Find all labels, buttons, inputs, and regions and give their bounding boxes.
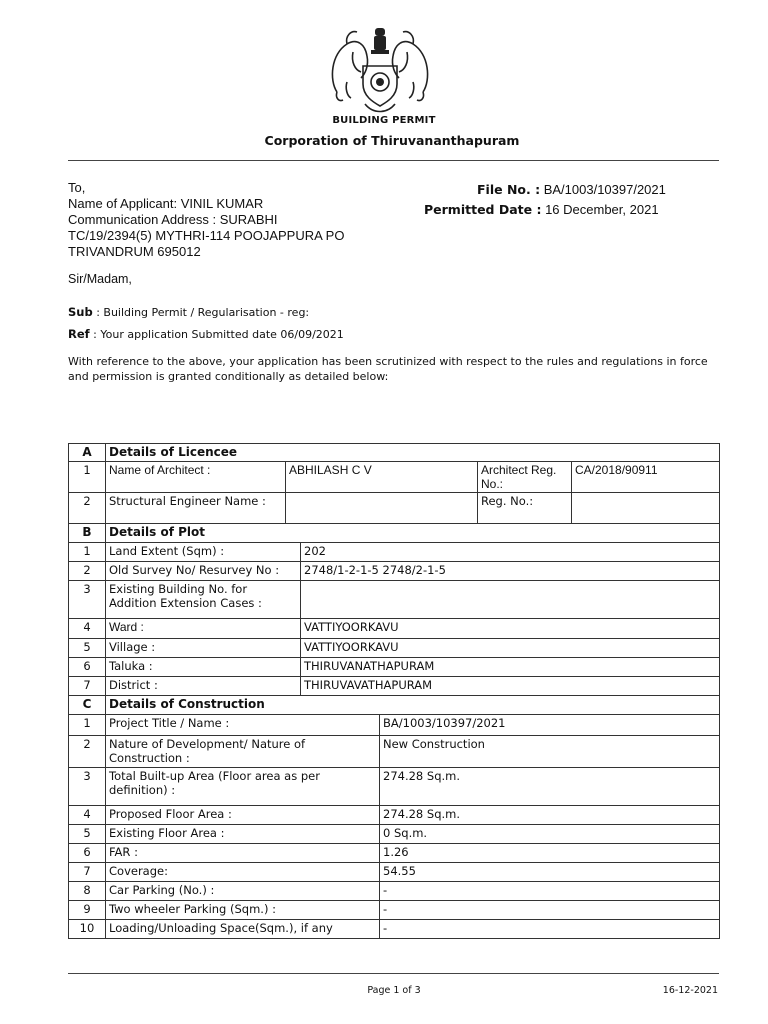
row-value: THIRUVANATHAPURAM	[301, 658, 720, 677]
row-number: 4	[69, 806, 106, 825]
applicant-name: Name of Applicant: VINIL KUMAR	[68, 196, 264, 211]
row-number: 6	[69, 844, 106, 863]
section-header-row	[69, 696, 720, 715]
row-label: Ward :	[106, 619, 301, 639]
row-label: Car Parking (No.) :	[106, 882, 380, 901]
row-value	[301, 581, 720, 619]
address-line-2: TC/19/2394(5) MYTHRI-114 POOJAPPURA PO	[68, 228, 345, 243]
section-header-row	[69, 524, 720, 543]
page-number: Page 1 of 3	[367, 985, 421, 996]
row-number: 6	[69, 658, 106, 677]
table-row	[69, 806, 720, 825]
row-value: THIRUVAVATHAPURAM	[301, 677, 720, 696]
row-number: 5	[69, 825, 106, 844]
subject-line	[68, 305, 309, 319]
file-no-value: BA/1003/10397/2021	[540, 182, 666, 197]
communication-address: Communication Address : SURABHI	[68, 212, 278, 227]
permitted-date-value: 16 December, 2021	[541, 202, 659, 217]
footer-date: 16-12-2021	[662, 985, 718, 996]
row-value: 274.28 Sq.m.	[380, 806, 720, 825]
table-row	[69, 768, 720, 806]
row-value: 1.26	[380, 844, 720, 863]
row-number: 8	[69, 882, 106, 901]
row-label: FAR :	[106, 844, 380, 863]
row-number: 10	[69, 920, 106, 939]
row-number: 7	[69, 677, 106, 696]
row-value-2: CA/2018/90911	[572, 462, 720, 493]
table-row	[69, 493, 720, 524]
row-label: Coverage:	[106, 863, 380, 882]
row-label: Taluka :	[106, 658, 301, 677]
section-title: Details of Licencee	[106, 444, 720, 462]
row-number: 1	[69, 543, 106, 562]
row-label: Proposed Floor Area :	[106, 806, 380, 825]
row-label: Nature of Development/ Nature of Construction :	[106, 736, 380, 768]
section-code: B	[69, 524, 106, 543]
row-label: Land Extent (Sqm) :	[106, 543, 301, 562]
row-label: Two wheeler Parking (Sqm.) :	[106, 901, 380, 920]
table-row	[69, 581, 720, 619]
reference-line	[68, 327, 344, 341]
row-number: 7	[69, 863, 106, 882]
sub-label: Sub	[68, 305, 93, 319]
row-label: Existing Floor Area :	[106, 825, 380, 844]
permit-title: BUILDING PERMIT	[332, 115, 436, 126]
row-value: -	[380, 920, 720, 939]
row-value: 274.28 Sq.m.	[380, 768, 720, 806]
table-row	[69, 920, 720, 939]
section-header-row	[69, 444, 720, 462]
address-line-3: TRIVANDRUM 695012	[68, 244, 201, 259]
state-emblem-icon	[325, 22, 435, 118]
ref-label: Ref	[68, 327, 90, 341]
header-divider	[68, 160, 719, 161]
table-row	[69, 658, 720, 677]
ref-text: : Your application Submitted date 06/09/2021	[89, 328, 344, 341]
table-row	[69, 901, 720, 920]
body-paragraph: With reference to the above, your application has been scrutinized with respect to the rules and regulations in force and permission is granted conditionally as detailed below:	[68, 355, 708, 383]
table-row	[69, 462, 720, 493]
table-row	[69, 882, 720, 901]
table-row	[69, 639, 720, 658]
file-no-label: File No. :	[477, 182, 541, 197]
row-value: VATTIYOORKAVU	[301, 639, 720, 658]
row-number: 2	[69, 562, 106, 581]
to-label: To,	[68, 180, 86, 195]
row-value: BA/1003/10397/2021	[380, 715, 720, 736]
table-row	[69, 543, 720, 562]
file-info	[424, 180, 666, 220]
sub-text: : Building Permit / Regularisation - reg:	[92, 306, 310, 319]
row-number: 2	[69, 493, 106, 524]
section-code: C	[69, 696, 106, 715]
table-row	[69, 844, 720, 863]
corporation-title: Corporation of Thiruvananthapuram	[264, 133, 520, 148]
row-label: Old Survey No/ Resurvey No :	[106, 562, 301, 581]
table-row	[69, 736, 720, 768]
row-value: 54.55	[380, 863, 720, 882]
table-row	[69, 715, 720, 736]
permitted-date-label: Permitted Date :	[424, 202, 542, 217]
row-number: 1	[69, 462, 106, 493]
row-label: Structural Engineer Name :	[106, 493, 286, 524]
row-value: -	[380, 882, 720, 901]
row-number: 4	[69, 619, 106, 639]
permit-details-table	[68, 443, 720, 939]
row-value: VATTIYOORKAVU	[301, 619, 720, 639]
row-value: ABHILASH C V	[286, 462, 478, 493]
row-number: 5	[69, 639, 106, 658]
salutation: Sir/Madam,	[68, 272, 132, 286]
row-value	[286, 493, 478, 524]
row-label: Name of Architect :	[106, 462, 286, 493]
row-value: 0 Sq.m.	[380, 825, 720, 844]
row-value: New Construction	[380, 736, 720, 768]
row-label-2: Architect Reg. No.:	[478, 462, 572, 493]
address-block	[68, 180, 344, 260]
row-number: 3	[69, 768, 106, 806]
row-label: Existing Building No. for Addition Extension Cases :	[106, 581, 301, 619]
row-value: 2748/1-2-1-5 2748/2-1-5	[301, 562, 720, 581]
row-number: 3	[69, 581, 106, 619]
row-label: Total Built-up Area (Floor area as per definition) :	[106, 768, 380, 806]
footer-divider	[68, 973, 719, 974]
row-value: 202	[301, 543, 720, 562]
table-row	[69, 825, 720, 844]
row-number: 2	[69, 736, 106, 768]
table-row	[69, 677, 720, 696]
row-number: 1	[69, 715, 106, 736]
row-value: -	[380, 901, 720, 920]
table-row	[69, 863, 720, 882]
row-label: District :	[106, 677, 301, 696]
row-value-2	[572, 493, 720, 524]
table-row	[69, 562, 720, 581]
row-label: Village :	[106, 639, 301, 658]
row-number: 9	[69, 901, 106, 920]
row-label-2: Reg. No.:	[478, 493, 572, 524]
row-label: Project Title / Name :	[106, 715, 380, 736]
section-title: Details of Construction	[106, 696, 720, 715]
section-code: A	[69, 444, 106, 462]
table-row	[69, 619, 720, 639]
section-title: Details of Plot	[106, 524, 720, 543]
row-label: Loading/Unloading Space(Sqm.), if any	[106, 920, 380, 939]
